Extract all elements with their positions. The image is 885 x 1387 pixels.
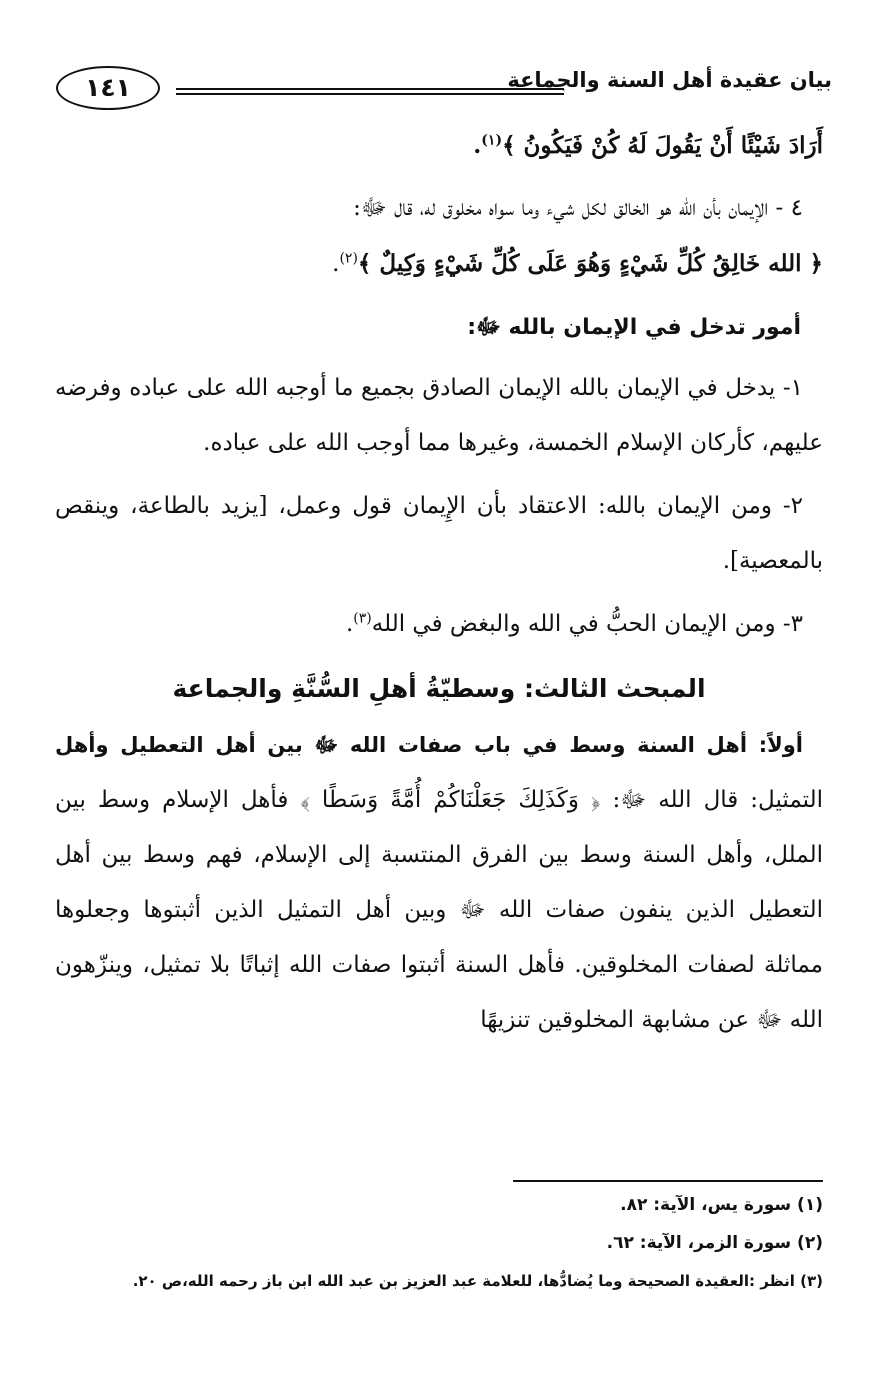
section-title: المبحث الثالث: وسطيّةُ أهلِ السُّنَّةِ والجماعة (172, 674, 706, 703)
list-item-3-end: . (345, 611, 354, 637)
header-title: بيان عقيدة أهل السنة والجماعة (507, 68, 832, 92)
list-item-2: ٢- ومن الإيمان بالله: الاعتقاد بأن الإِيمان قول وعمل، [يزيد بالطاعة، وينقص بالمعصية]. (55, 493, 823, 574)
quran-verse-continuation (55, 118, 823, 173)
footnote-3: (٣) انظر :العقيدة الصحيحة وما يُضادُّها، للعلامة عبد العزيز بن عبد الله ابن باز رحمه الله،ص ٢٠. (132, 1272, 823, 1290)
header-rule (176, 93, 564, 95)
page-body (55, 118, 823, 1056)
quran-verse: ﴿ الله خَالِقُ كُلِّ شَيْءٍ وَهُوَ عَلَى كُلِّ شَيْءٍ وَكِيلٌ ﴾ (357, 250, 823, 277)
footnote-ref: (٣) (353, 610, 372, 627)
footnote-ref: (١) (481, 132, 503, 149)
subheading: أمور تدخل في الإيمان بالله ﷻ: (467, 315, 801, 340)
footnotes (55, 1188, 823, 1302)
running-header (56, 62, 832, 114)
footnote-ref: (٢) (339, 250, 358, 267)
list-item-3-text: ٣- ومن الإيمان الحبُّ في الله والبغض في الله (371, 611, 803, 637)
point-four-text: ٤ - الإيمان بأن الله هو الخالق لكل شيء وما سواه مخلوق له، قال ﷻ: (353, 195, 803, 221)
point-four (55, 181, 823, 292)
section-lead: أولاً: أهل السنة وسط في باب صفات الله ﷻ بين أهل التعطيل وأهل (55, 733, 803, 757)
footnote-2: (٢) سورة الزمر، الآية: ٦٢. (606, 1233, 823, 1253)
verse-end: . (332, 251, 340, 277)
list-item-3 (55, 597, 823, 652)
section-text: التمثيل: قال الله ﷻ: ﴿ وَكَذَلِكَ جَعَلْنَاكُمْ أُمَّةً وَسَطًا ﴾ فأهل الإسلام وسط بين الملل، وأهل السنة وسط بين الفرق المنتسبة إلى الإسلام، فهم وسط بين أهل التعطيل الذين ينفون صفات الله ﷻ وبين أهل التمثيل الذين أثبتوها وجعلوها مماثلة لصفات المخلوقين. فأهل السنة أثبتوا صفات الله إثباتًا بلا تمثيل، وينزّهون الله ﷻ عن مشابهة المخلوقين تنزيهًا (55, 787, 823, 1033)
footnote-1: (١) سورة يس، الآية: ٨٢. (620, 1195, 823, 1215)
list-item-1: ١- يدخل في الإيمان بالله الإيمان الصادق بجميع ما أوجبه الله على عباده وفرضه عليهم، كأركان الإسلام الخمسة، وغيرها مما أوجب الله على عباده. (55, 375, 823, 456)
section-paragraph (55, 718, 823, 1048)
header-rule (176, 88, 564, 90)
footnote-separator (513, 1180, 823, 1182)
verse-end: . (473, 132, 482, 159)
verse-text: أَرَادَ شَيْئًا أَنْ يَقُولَ لَهُ كُنْ فَيَكُونُ ﴾ (502, 132, 823, 159)
page-number: ١٤١ (56, 66, 160, 110)
